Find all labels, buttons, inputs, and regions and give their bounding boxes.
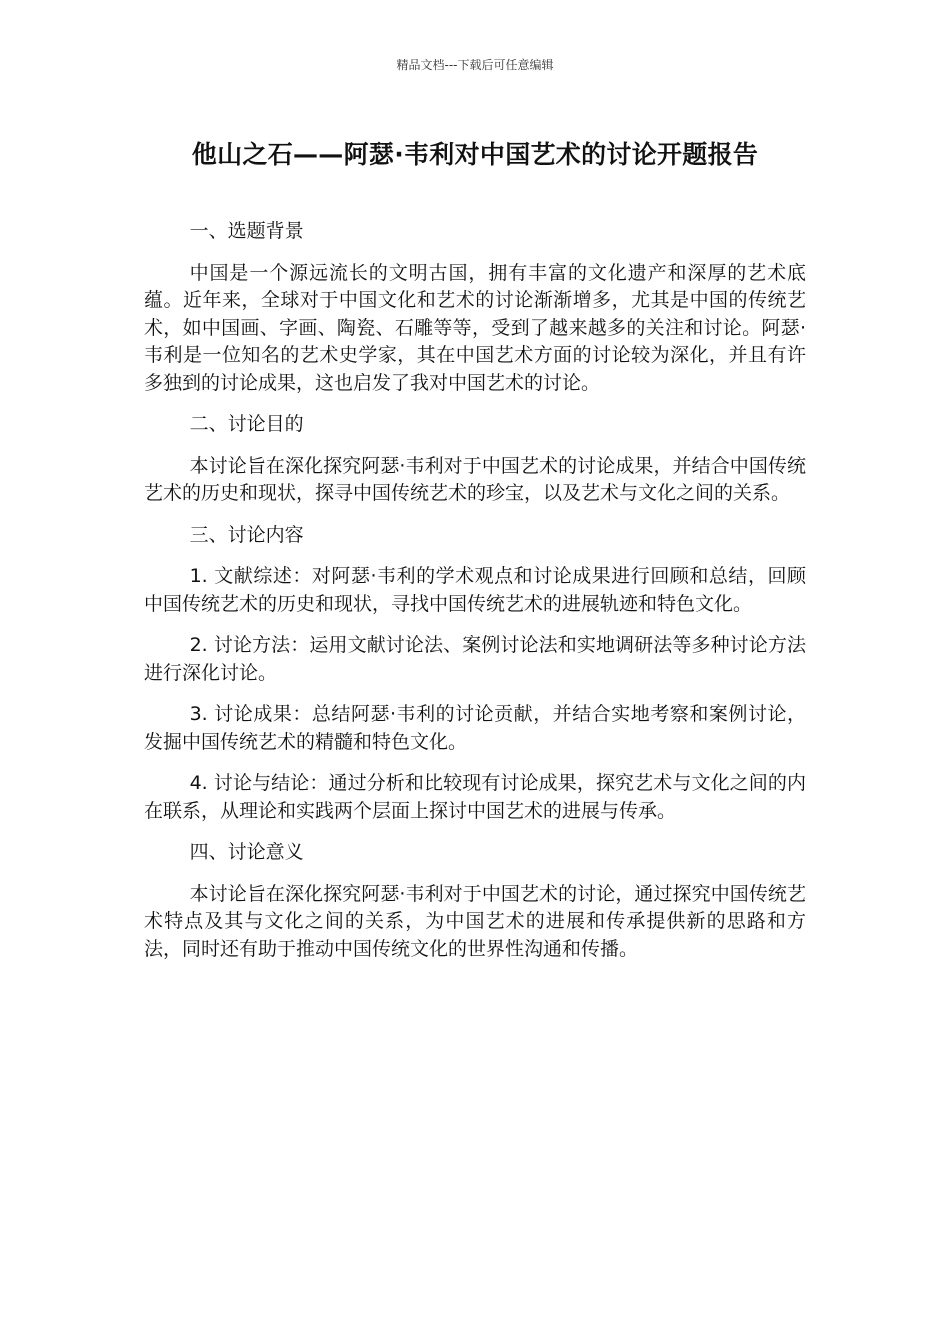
- section-heading-significance: 四、讨论意义: [189, 841, 304, 863]
- content-item-literature-review: 1. 文献综述：对阿瑟·韦利的学术观点和讨论成果进行回顾和总结，回顾中国传统艺术的历史和现状，寻找中国传统艺术的进展轨迹和特色文化。: [144, 565, 806, 615]
- paragraph-significance: 本讨论旨在深化探究阿瑟·韦利对于中国艺术的讨论，通过探究中国传统艺术特点及其与文化之间的关系，为中国艺术的进展和传承提供新的思路和方法，同时还有助于推动中国传统文化的世界性沟通和传播。: [144, 882, 806, 960]
- section-heading-content: 三、讨论内容: [189, 523, 304, 546]
- content-item-conclusion: 4. 讨论与结论：通过分析和比较现有讨论成果，探究艺术与文化之间的内在联系，从理论和实践两个层面上探讨中国艺术的进展与传承。: [144, 772, 806, 822]
- content-item-results: 3. 讨论成果：总结阿瑟·韦利的讨论贡献，并结合实地考察和案例讨论，发掘中国传统艺术的精髓和特色文化。: [144, 703, 806, 753]
- document-body: [144, 218, 806, 977]
- document-title: 他山之石——阿瑟·韦利对中国艺术的讨论开题报告: [191, 140, 759, 169]
- section-heading-purpose: 二、讨论目的: [189, 413, 304, 435]
- paragraph-background: 中国是一个源远流长的文明古国，拥有丰富的文化遗产和深厚的艺术底蕴。近年来，全球对于中国文化和艺术的讨论渐渐增多，尤其是中国的传统艺术，如中国画、字画、陶瓷、石雕等等，受到了越来越多的关注和讨论。阿瑟·韦利是一位知名的艺术史学家，其在中国艺术方面的讨论较为深化，并且有许多独到的讨论成果，这也启发了我对中国艺术的讨论。: [144, 261, 806, 394]
- content-item-methods: 2. 讨论方法：运用文献讨论法、案例讨论法和实地调研法等多种讨论方法进行深化讨论。: [144, 634, 806, 684]
- section-heading-background: 一、选题背景: [189, 220, 304, 242]
- paragraph-purpose: 本讨论旨在深化探究阿瑟·韦利对于中国艺术的讨论成果，并结合中国传统艺术的历史和现状，探寻中国传统艺术的珍宝，以及艺术与文化之间的关系。: [144, 454, 806, 504]
- page-header-note: 精品文档---下载后可任意编辑: [396, 58, 554, 72]
